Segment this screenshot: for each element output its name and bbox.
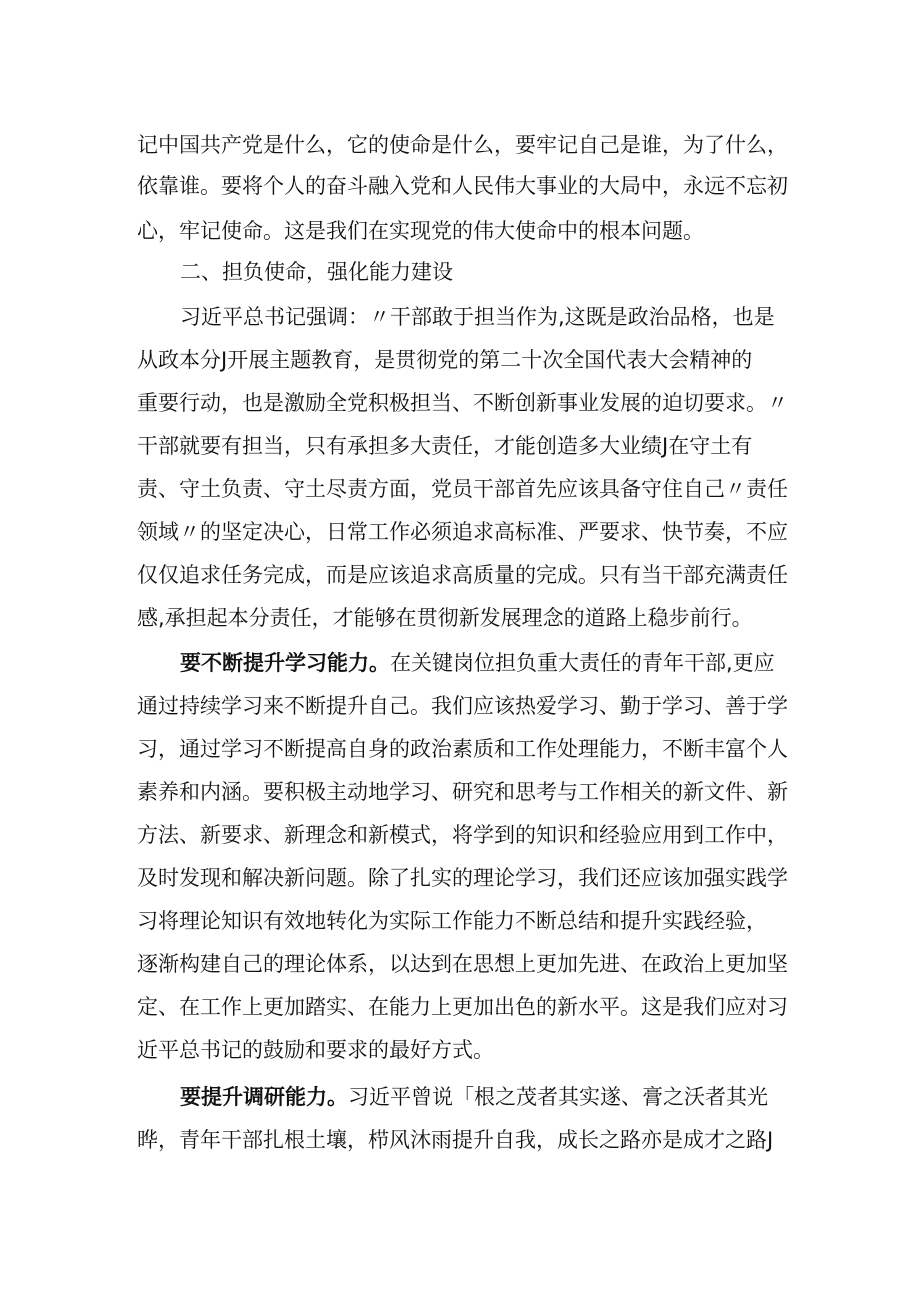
text-line: 心，牢记使命。这是我们在实现党的伟大使命中的根本问题。 [137, 219, 704, 243]
paragraph-text: 在关键岗位担负重大责任的青年干部,更应 [390, 651, 775, 675]
text-line: 素养和内涵。要积极主动地学习、研究和思考与工作相关的新文件、新 [137, 780, 788, 804]
section-heading: 二、担负使命，强化能力建设 [180, 260, 453, 284]
text-line: 依靠谁。要将个人的奋斗融入党和人民伟大事业的大局中，永远不忘初 [137, 174, 788, 198]
text-line: 方法、新要求、新理念和新模式，将学到的知识和经验应用到工作中， [137, 823, 788, 847]
text-line: 近平总书记的鼓励和要求的最好方式。 [137, 1038, 494, 1062]
text-line: 习将理论知识有效地转化为实际工作能力不断总结和提升实践经验， [137, 909, 767, 933]
text-line: 从政本分J开展主题教育，是贯彻党的第二十次全国代表大会精神的 [137, 348, 753, 372]
text-line: 及时发现和解决新问题。除了扎实的理论学习，我们还应该加强实践学 [137, 866, 788, 890]
text-line: 记中国共产党是什么，它的使命是什么，要牢记自己是谁，为了什么， [137, 133, 788, 157]
text-line: 重要行动，也是激励全党积极担当、不断创新事业发展的迫切要求。〃 [137, 391, 788, 415]
text-line: 定、在工作上更加踏实、在能力上更加出色的新水平。这是我们应对习 [137, 995, 788, 1019]
paragraph-research-first-line [180, 1077, 809, 1117]
text-line: 习，通过学习不断提高自身的政治素质和工作处理能力，不断丰富个人 [137, 737, 788, 761]
text-line: 感,承担起本分责任，才能够在贯彻新发展理念的道路上稳步前行。 [137, 606, 753, 630]
text-line: 仅仅追求任务完成，而是应该追求高质量的完成。只有当干部充满责任 [137, 563, 788, 587]
paragraph-text: 习近平曾说「根之茂者其实遂、膏之沃者其光 [348, 1085, 768, 1109]
text-line: 通过持续学习来不断提升自己。我们应该热爱学习、勤于学习、善于学 [137, 694, 788, 718]
text-line: 领域〃的坚定决心，日常工作必须追求高标准、严要求、快节奏，不应 [137, 520, 788, 544]
paragraph-study-first-line [180, 643, 809, 683]
paragraph-lead-bold: 要不断提升学习能力。 [180, 651, 390, 675]
text-line: 晔，青年干部扎根土壤，栉风沐雨提升自我，成长之路亦是成才之路J [137, 1128, 774, 1152]
text-line: 习近平总书记强调：〃干部敢于担当作为,这既是政治品格，也是 [180, 305, 775, 329]
text-line: 干部就要有担当，只有承担多大责任，才能创造多大业绩J在守土有 [137, 434, 753, 458]
text-line: 逐渐构建自己的理论体系，以达到在思想上更加先进、在政治上更加坚 [137, 952, 788, 976]
text-line: 责、守土负责、守土尽责方面，党员干部首先应该具备守住自己〃责任 [137, 477, 788, 501]
paragraph-lead-bold: 要提升调研能力。 [180, 1085, 348, 1109]
